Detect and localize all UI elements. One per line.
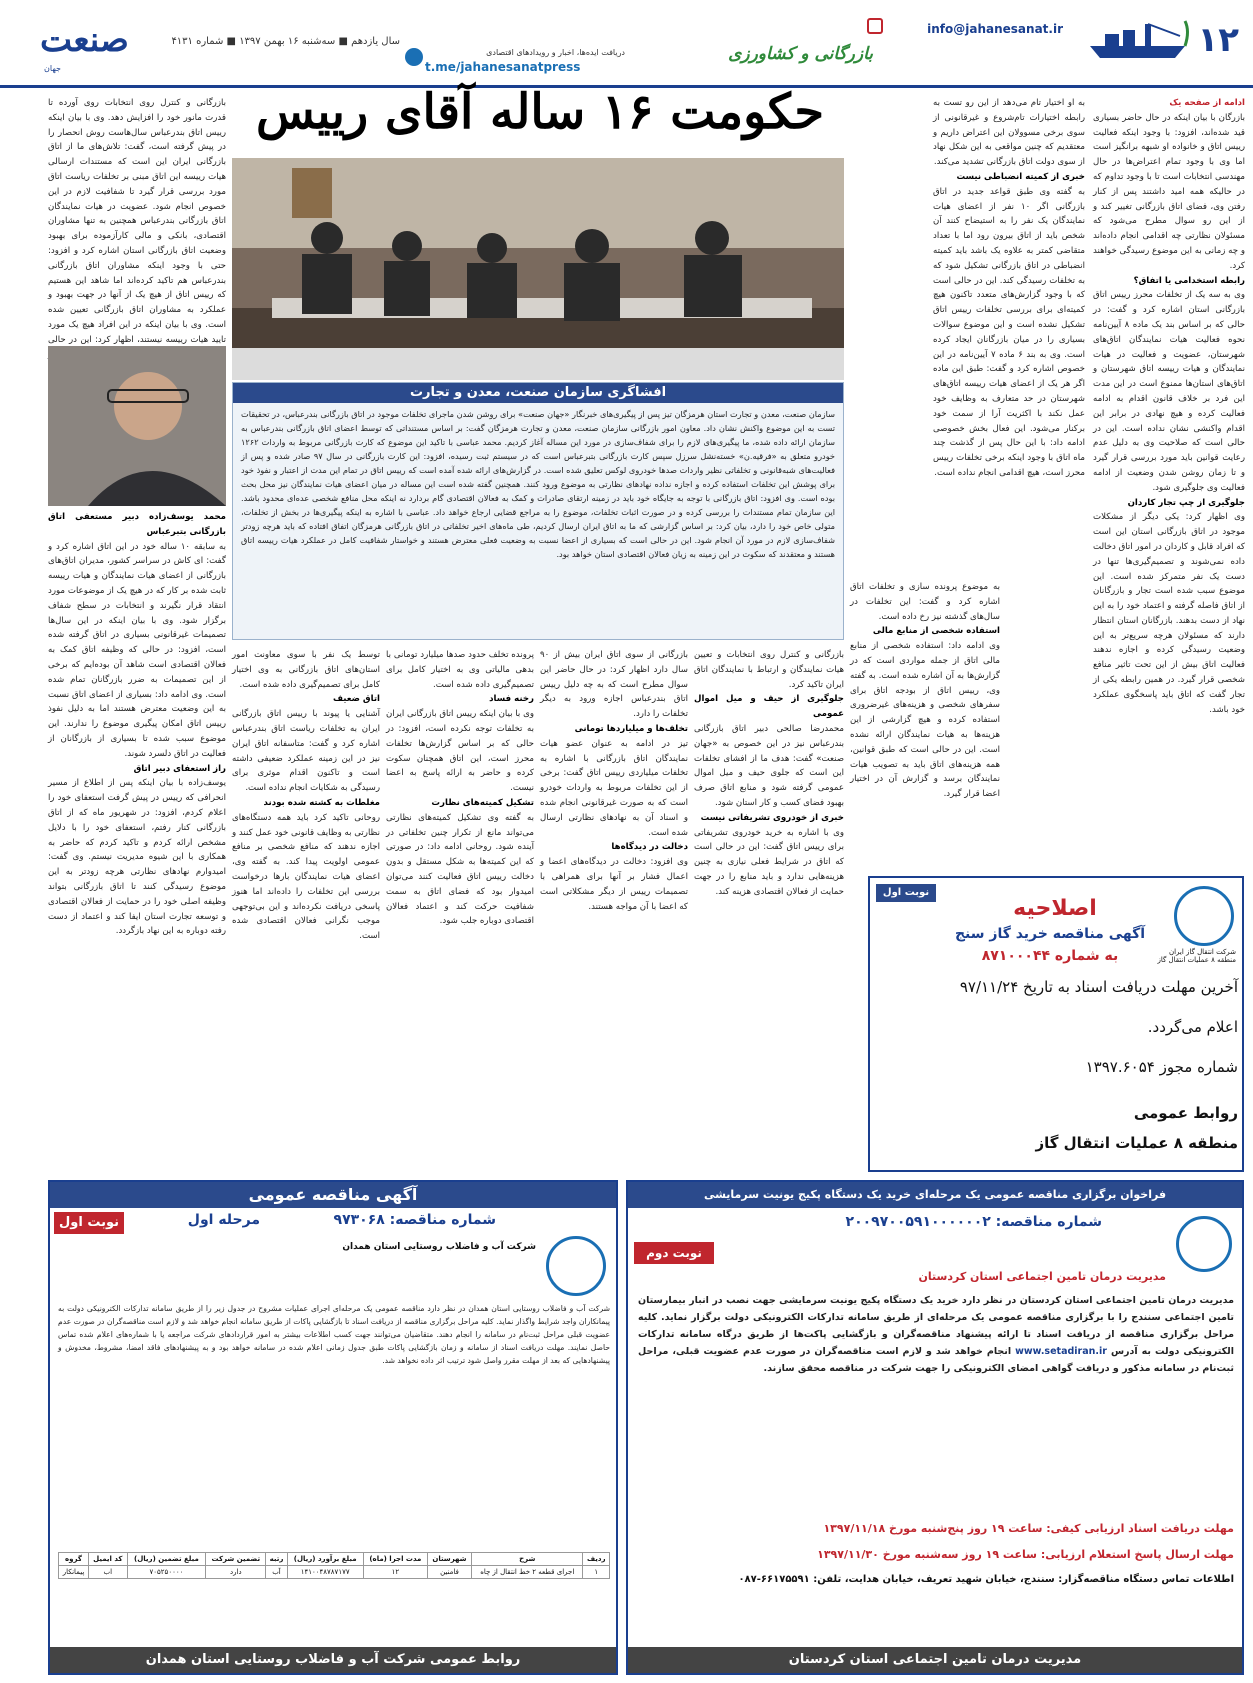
text-column-mid-5: به موضوع پرونده سازی و تخلفات اتاق اشاره کرد و گفت: این تخلفات در سال‌های گذشته نیز رخ داده است. استفاده شخصی از منابع مالی وی ادامه داد: استفاده شخصی از منابع مالی اتاق از جمله مواردی است که در گزارش‌ها به آن اشاره شده است. به گفته وی، رییس اتاق از بودجه اتاق برای سفرهای شخصی و هزینه‌های غیرضروری استفاده کرده و هیچ گزارشی از این هزینه‌ها به هیات نمایندگان ارائه نشده است. این در حالی است که طبق قوانین، همه هزینه‌های اتاق باید به تصویب هیات نمایندگان برسد و گزارش آن در اختیار اعضا قرار گیرد. bbox=[850, 582, 1000, 800]
gas-subtitle: آگهی مناقصه خرید گاز سنج bbox=[954, 926, 1146, 942]
newspaper-logo: صنعت bbox=[40, 20, 129, 60]
hamedan-body: شرکت آب و فاضلاب روستایی استان همدان در نظر دارد مناقصه عمومی یک مرحله‌ای اجرای عملیات مشروح در جدول زیر را از طریق سامانه تدارکات الکترونیکی دولت به پیمانکاران واجد شرایط واگذار نماید. کلیه مراحل برگزاری مناقصه از دریافت اسناد تا بازگشایی پاکات از طریق سامانه انجام خواهد شد و لازم است مناقصه‌گران در صورت عدم عضویت قبلی مراحل ثبت‌نام در سامانه را انجام دهند. متقاضیان می‌توانند جهت کسب اطلاعات بیشتر به امور قراردادهای شرکت مراجعه یا با شماره‌های اعلام شده تماس حاصل نمایند. مهلت دریافت اسناد از سامانه و زمان بازگشایی پاکات طبق جدول زمانی اعلام شده در سامانه خواهد بود و به پیشنهادهای فاقد امضا، مشروط، مخدوش و پیشنهادهایی که بعد از مهلت مقرر واصل شود ترتیب اثر داده نخواهد شد. bbox=[58, 1304, 610, 1365]
subhead-mafia: راز استعفای دبیر اتاق bbox=[133, 763, 226, 774]
kurdistan-line1: مهلت دریافت اسناد ارزیابی کیفی: ساعت ۱۹ روز پنج‌شنبه مورخ ۱۳۹۷/۱۱/۱۸ bbox=[823, 1522, 1234, 1535]
telegram-label: دریافت ایده‌ها، اخبار و رویدادهای اقتصادی bbox=[486, 48, 625, 57]
subhead-election: رابطه استخدامی یا اتفاق؟ bbox=[1133, 275, 1245, 286]
th-modat: مدت اجرا (ماه) bbox=[363, 1553, 427, 1566]
subhead-jalo: جلوگیری از چپ تجار کاردان bbox=[1127, 497, 1245, 508]
issue-info: سال یازدهم ■ سه‌شنبه ۱۶ بهمن ۱۳۹۷ ■ شماره ۴۱۳۱ bbox=[171, 36, 400, 47]
table-row bbox=[59, 1566, 610, 1579]
td-shahrestan: فامنین bbox=[427, 1566, 471, 1579]
mail-icon bbox=[867, 18, 883, 34]
gas-permit: شماره مجوز ۱۳۹۷.۶۰۵۴ bbox=[1085, 1058, 1238, 1076]
subhead-kamite: خبری از کمیته انضباطی نیست bbox=[956, 171, 1085, 182]
text-column-2: به او اختیار تام می‌دهد از این رو تست به رابطه اختیارات تام‌شروع و غیرقانونی از سوی برخی مسوولان این اعتراض داریم و معتقدیم که چنین مواقعی به این شکل نهاد از سوی دولت اتاق بازرگانی تشدید می‌کند. خبری از کمیته انضباطی نیست به گفته وی طبق قواعد جدید در اتاق بازرگانی اگر ۱۰ نفر از اعضای هیات نمایندگان یک نفر را به استیضاح کنند آن شخص باید از اتاق بیرون رود اما با تعداد متقاضی کمتر به علاوه یک باشد باید کمیته انضباطی در اتاق بازرگانی تشکیل شود که به تخلفات رسیدگی کند. این در حالی است که با وجود گزارش‌های متعدد تاکنون هیچ کمیته‌ای برای بررسی تخلفات رییس اتاق تشکیل نشده است و این موضوع سوالات بسیاری را در میان بازرگانان ایجاد کرده است. وی به بند ۶ ماده ۷ آیین‌نامه در این خصوص اشاره کرد و گفت: طبق این ماده اگر هر یک از اعضای هیات رییسه اتاق‌های شهرستان در حد متعارف به وظایف خود عمل نکند با اکثریت آرا از سمت خود برکنار می‌شود. این فعال بخش خصوصی ادامه داد: با این حال پس از گذشت چند ماه اتاق با وجود اینکه برخی تخلفات رییس محرز است، هیچ اقدامی انجام نداده است. bbox=[933, 98, 1085, 478]
td-group: پیمانکار bbox=[59, 1566, 89, 1579]
kurdistan-org: مدیریت درمان تامین اجتماعی استان کردستان bbox=[918, 1270, 1166, 1283]
gas-deadline: آخرین مهلت دریافت اسناد به تاریخ ۹۷/۱۱/۲۴ bbox=[959, 978, 1238, 996]
subhead-haif: جلوگیری از حیف و میل اموال عمومی bbox=[694, 694, 844, 720]
th-code: کد ایمیل bbox=[88, 1553, 127, 1566]
page-header bbox=[0, 0, 1253, 88]
td-radif: ۱ bbox=[583, 1566, 610, 1579]
th-mablagh-tazmin: مبلغ تضمین (ریال) bbox=[127, 1553, 206, 1566]
hamedan-number: شماره مناقصه: ۹۷۳۰۶۸ bbox=[333, 1212, 496, 1228]
expose-box-text: سازمان صنعت، معدن و تجارت استان هرمزگان تیز پس از پیگیری‌های خبرنگار «جهان صنعت» برای روشن شدن ماجرای تخلفات موجود در اتاق بازرگانی بندرعباس، در تحقیقات تست به این موضوع واکنش نشان داد. معاون امور بازرگانی سازمان صنعت، معدن و تجارت هرمزگان گفت: بر اساس مستنداتی که توسط اعضای اتاق بازرگانی بندرعباس به سازمان ارائه داده شده، ما پیگیری‌های لازم را برای شفاف‌سازی در مورد این مساله آغاز کردیم. محمد عباسی با تاکید این موضوع که کارت بازرگانی مربوط به واردات ۱۲۶۲ خودرو متعلق به «فرقیه.ن» خسته‌نشل سرزل سپس کارت بازرگانی بتبرعباس است که در سیستم ثبت رسیده، افزود: این کارت بازرگانی در سال ۹۷ صادر شده و پس از فعالیت‌های شبه‌قانونی و تخلفاتی نظیر واردات صدها خودروی لوکس تعلیق شده است. در گزارش‌های ارائه شده آمده است که رییس اتاق در تمام این مدت از اعتبار و نفوذ خود برای پوشش این تخلفات استفاده کرده و اجازه نداده نهادهای نظارتی به موضوع ورود کنند. همچنین گفته شده است این مساله در میان اعضای هیات نمایندگان نیز محل بحث بوده است. وی افزود: اتاق بازرگانی با توجه به جایگاه خود باید در زمینه ارتقای صادرات و کمک به فعالان اقتصادی گام بردارد نه اینکه محل منافع شخصی عده‌ای محدود باشد. این سازمان تمام مستندات را بررسی کرده و در صورت اثبات تخلفات، موضوع را به مراجع قضایی ارجاع خواهد داد. عباسی با اشاره به اینکه پیگیری‌ها در بخش از تخلفات، متولی خاص خود را دارد، بیان کرد: بر اساس گزارشی که ما به اتاق ایران ارسال کردیم، طی ماه‌های اخیر تخلفاتی در اتاق بازرگانی هرمزگان اتفاق افتاده که باید هرچه زودتر شفاف‌سازی لازم در مورد آن انجام شود. این در حالی است که بسیاری از اعضا نسبت به وضعیت فعلی معترض هستند و خواستار شفافیت کامل در عملکرد هیات رییسه اتاق هستند و معتقدند که سکوت در این زمینه به زیان فعالان اقتصادی استان خواهد بود. bbox=[241, 409, 835, 559]
hamedan-badge: نوبت اول bbox=[54, 1212, 124, 1234]
hamedan-table bbox=[58, 1552, 610, 1579]
gas-pr: روابط عمومی bbox=[1133, 1104, 1238, 1122]
logo-subtitle: جهان bbox=[44, 64, 61, 73]
ship-icon bbox=[1085, 16, 1195, 62]
gas-org: شرکت انتقال گاز ایران منطقه ۸ عملیات انتقال گاز bbox=[1157, 948, 1236, 964]
gas-announce: اعلام می‌گردد. bbox=[1147, 1018, 1238, 1036]
gas-tender-ad bbox=[868, 876, 1244, 1172]
hamedan-table-header bbox=[59, 1553, 610, 1566]
subhead-vaghf: استفاده شخصی از منابع مالی bbox=[872, 626, 1000, 637]
gas-title: اصلاحیه bbox=[1013, 896, 1097, 921]
meeting-photo bbox=[232, 158, 844, 380]
email-link[interactable]: info@jahanesanat.ir bbox=[927, 22, 1063, 36]
gas-badge: نوبت اول bbox=[876, 884, 936, 902]
article-headline: حکومت ۱۶ ساله آقای رییس bbox=[255, 84, 825, 140]
subhead-takhalof: تخلف‌ها و میلیاردها تومانی bbox=[574, 723, 688, 734]
hamedan-org: شرکت آب و فاضلاب روستایی استان همدان bbox=[342, 1242, 536, 1252]
text-column-1: ادامه از صفحه یک بازرگان با بیان اینکه در حال حاضر بسیاری قید شده‌اند، افزود: با وجود اینکه فعالیت رییس اتاق و خانواده او شبهه برانگیز است اما وی با وجود تمام اعتراض‌ها در حال مهندسی انتخابات است تا با وجود تداوم که در حالیکه همه امید داشتند پس از کنار رفتن وی، فضای اتاق بازرگانی تغییر کند و از این رو سوال مطرح می‌شود که مسئولان نظارتی چه اقدامی انجام داده‌اند و چه زمانی به این موضوع رسیدگی خواهند کرد. رابطه استخدامی یا اتفاق؟ وی به سه یک از تخلفات محرز رییس اتاق بازرگانی استان اشاره کرد و گفت: در حالی که بر اساس بند یک ماده ۸ آیین‌نامه نحوه فعالیت هیات نمایندگان اتاق‌های شهرستان، عضویت و فعالیت در هیات نمایندگان و هیات رییسه اتاق شهرستان و اتاق‌های استان‌ها ممنوع است در این مدت این فرد بر خلاف قانون اقدام به ادامه فعالیت کرده و هیچ نهادی در برابر این اقدام واکنشی نشان نداده است. این در حالی است که صلاحیت وی به دلیل عدم رعایت قوانین باید مورد بررسی قرار گیرد و تا زمان روشن شدن وضعیت از ادامه فعالیت وی جلوگیری شود. جلوگیری از چپ تجار کاردان وی اظهار کرد: یکی دیگر از مشکلات موجود در اتاق بازرگانی استان این است که افراد قابل و کاردان در امور اتاق دخالت داده نمی‌شوند و تصمیم‌گیری‌ها تنها در دست یک نفر متمرکز شده است. این موضوع سبب شده است تجار و بازرگانان از اتاق فاصله گرفته و اعتماد خود را به این نهاد از دست بدهند. بازرگانان استان انتظار دارند که مسئولان هرچه سریع‌تر به این وضعیت رسیدگی کرده و اجازه ندهند فعالیت اتاق بیش از این تحت تاثیر منافع شخصی قرار گیرد. در همین رابطه یکی از تجار گفت که اتاق باید پاسخگوی عملکرد خود باشد. bbox=[1093, 98, 1245, 715]
social-security-logo-icon bbox=[1176, 1216, 1232, 1272]
text-column-mid-4: بازرگانی و کنترل روی انتخابات و تعیین هیات نمایندگان و ارتباط با نمایندگان اتاق ایران تاکید کرد. جلوگیری از حیف و میل اموال عمومی محمدرضا صالحی دبیر اتاق بازرگانی بندرعباس نیز در این خصوص به «جهان صنعت» گفت: هدف ما از افشای تخلفات این است که جلوی حیف و میل اموال عمومی گرفته شود و منابع اتاق صرف بهبود فضای کسب و کار استان شود. خبری از خودروی تشریفاتی نیست وی با اشاره به خرید خودروی تشریفاتی برای رییس اتاق گفت: این در حالی است که اتاق در شرایط فعلی نیازی به چنین هزینه‌هایی ندارد و باید منابع را در جهت حمایت از فعالان اقتصادی هزینه کند. bbox=[694, 650, 844, 897]
gas-region: منطقه ۸ عملیات انتقال گاز bbox=[1035, 1134, 1238, 1152]
td-modat: ۱۲ bbox=[363, 1566, 427, 1579]
th-rotbe: رتبه bbox=[266, 1553, 287, 1566]
expose-box-title: افشاگری سازمان صنعت، معدن و تجارت bbox=[233, 383, 843, 403]
kurdistan-line2: مهلت ارسال پاسخ استعلام ارزیابی: ساعت ۱۹ روز سه‌شنبه مورخ ۱۳۹۷/۱۱/۳۰ bbox=[817, 1548, 1234, 1561]
section-title: بازرگانی و کشاورزی bbox=[728, 44, 873, 64]
hamedan-title: آگهی مناقصه عمومی bbox=[50, 1182, 616, 1208]
kurdistan-title: فراخوان برگزاری مناقصه عمومی یک مرحله‌ای خرید یک دستگاه پکیج یونیت سرمایشی bbox=[628, 1182, 1242, 1208]
th-group: گروه bbox=[59, 1553, 89, 1566]
kurdistan-body: مدیریت درمان تامین اجتماعی استان کردستان در نظر دارد خرید یک دستگاه پکیج یونیت سرمایشی جهت نصب در انبار بیمارستان تامین اجتماعی سنندج را با برگزاری مناقصه عمومی یک مرحله‌ای از طریق سامانه تدارکات الکترونیکی دولت برگزار نماید. کلیه مراحل برگزاری مناقصه از دریافت اسناد تا ارائه پیشنهاد مناقصه‌گران و بازگشایی پاکت‌ها از طریق درگاه سامانه تدارکات الکترونیکی دولت به آدرس www.setadiran.ir انجام خواهد شد و لازم است مناقصه‌گران در صورت عدم عضویت قبلی، مراحل ثبت‌نام در سامانه مذکور و دریافت گواهی امضای الکترونیکی را جهت شرکت در مناقصه محقق سازند. bbox=[638, 1295, 1234, 1374]
th-mablagh: مبلغ برآورد (ریال) bbox=[287, 1553, 363, 1566]
kurdistan-tender-ad bbox=[626, 1180, 1244, 1675]
subhead-zaf: اتاق ضعیف bbox=[333, 694, 380, 705]
text-column-mid-1: توسط یک نفر با سوی معاونت امور استان‌های اتاق بازرگانی به وی اختیار کامل برای تصمیم‌گیری داده شده است. اتاق ضعیف آشنایی یا پیوند با رییس اتاق بازرگانی ایران به تخلفات ریاست اتاق بندرعباس اشاره کرد و گفت: متاسفانه اتاق ایران نیز در این زمینه عملکرد ضعیفی داشته است و تاکنون اقدام موثری برای رسیدگی به شکایات انجام نداده است. مغلطات به کشته شده بودند روحانی تاکید کرد باید همه دستگاه‌های نظارتی به وظایف قانونی خود عمل کنند و اجازه ندهند که منافع شخصی بر منافع عمومی اولویت پیدا کند. به گفته وی، اعضای هیات نمایندگان بارها درخواست بررسی این تخلفات را داده‌اند اما هنوز پاسخی دریافت نکرده‌اند و این بی‌توجهی موجب نگرانی فعالان اقتصادی شده است. bbox=[231, 650, 380, 942]
text-column-mid-3: بازرگانی از سوی اتاق ایران بیش از ۹۰ سال دارد اظهار کرد: در حال حاضر این سوال مطرح است که به چه دلیل رییس اتاق بندرعباس اجازه ورود به دیگر تخلفات را دارد. تخلف‌ها و میلیاردها تومانی تیز در ادامه به عنوان عضو هیات نمایندگان اتاق بازرگانی با اشاره به تخلفات میلیاردی رییس اتاق گفت: برخی از این تخلفات مربوط به واردات خودرو است که به صورت غیرقانونی انجام شده و اسناد آن به نهادهای نظارتی ارسال شده است. دخالت در دیدگاه‌ها وی افزود: دخالت در دیدگاه‌های اعضا و اعمال فشار بر آنها برای همراهی با تصمیمات رییس از دیگر مشکلاتی است که اعضا با آن مواجه هستند. bbox=[540, 650, 688, 912]
hamedan-tender-ad bbox=[48, 1180, 618, 1675]
kurdistan-website[interactable]: www.setadiran.ir bbox=[1015, 1346, 1107, 1357]
water-company-logo-icon bbox=[546, 1236, 606, 1296]
kurdistan-line3: اطلاعات تماس دستگاه مناقصه‌گزار: سنندج، خیابان شهید تعریف، خیابان هدایت، تلفن: ۶۶۱۷۵۵۹۱-۰۸۷ bbox=[738, 1574, 1234, 1585]
td-mablagh-tazmin: ۷۰۵۲۵۰۰۰۰ bbox=[127, 1566, 206, 1579]
text-column-left-lower: محمد یوسف‌زاده دبیر مستعفی اتاق بازرگانی بتبرعباس به سابقه ۱۰ ساله خود در این اتاق اشاره کرد و گفت: ای کاش در سراسر کشور، مدیران اتاق‌های بازرگانی از اعضای هیات نمایندگان و هیات رییسه ثابت شده بر کار که در هیچ یک از موضوعات مورد انتقاد قرار نگیرند و انتخابات در سطح شفاف برگزار شود. وی با بیان اینکه در این سال‌ها تصمیمات غیرقانونی بسیاری در اتاق گرفته شده است، افزود: در حالی که وظیفه اتاق کمک به فعالان اقتصادی است شاهد آن بوده‌ایم که برخی از این تصمیمات به ضرر بازرگانان تمام شده است. وی ادامه داد: بسیاری از اعضای اتاق نسبت به این وضعیت معترض هستند اما به دلیل نفوذ رییس اتاق امکان پیگیری موضوع را ندارند. این موضوع سبب شده تا بسیاری از بازرگانان از فعالیت در اتاق دلسرد شوند. راز استعفای دبیر اتاق یوسف‌زاده با بیان اینکه پس از اطلاع از مسیر انحرافی که رییس در پیش گرفت استعفای خود را اعلام کردم، افزود: در شهریور ماه که از اتاق بازرگانی کنار رفتم، استعفای خود را با دلایل مشخص ارائه کردم و تاکید کردم که حاضر به همکاری با این شیوه مدیریت نیستم. وی گفت: امیدوارم نهادهای نظارتی هرچه زودتر به این موضوع رسیدگی کنند تا اتاق بازرگانی بتواند وظیفه اصلی خود را در حمایت از فعالان اقتصادی و توسعه تجارت استان ایفا کند و اعتماد از دست رفته دوباره به این نهاد بازگردد. bbox=[48, 512, 226, 937]
hamedan-footer: روابط عمومی شرکت آب و فاضلاب روستایی استان همدان bbox=[50, 1647, 616, 1673]
td-mablagh: ۱۴۱۰۰۴۸۷۸۷۱۷۷ bbox=[287, 1566, 363, 1579]
kurdistan-badge: نوبت دوم bbox=[634, 1242, 714, 1264]
kurdistan-number: شماره مناقصه: ۲۰۰۹۷۰۰۵۹۱۰۰۰۰۰۰۲ bbox=[845, 1214, 1102, 1230]
subhead-tashkil: تشکیل کمیته‌های نظارت bbox=[431, 797, 534, 808]
gas-company-logo-icon bbox=[1174, 886, 1234, 946]
th-shahrestan: شهرستان bbox=[427, 1553, 471, 1566]
gas-number: به شماره ۸۷۱۰۰۰۴۴ bbox=[981, 948, 1119, 964]
subhead-nekhbe: مغلطات به کشته شده بودند bbox=[263, 797, 380, 808]
text-column-left-upper: بازرگانی و کنترل روی انتخابات روی آورده تا قدرت مانور خود را افزایش دهد. وی با بیان اینکه رییس اتاق بندرعباس سال‌هاست روش انحصار را در پیش گرفته است، گفت: تلاش‌های ما از اتاق بازرگانی ایران این است که مستندات ارسالی هیات رییسه این اتاق مبنی بر تخلفات ریاست اتاق مورد بررسی قرار گیرد تا شفافیت لازم در این خصوص انجام شود. عضویت در هیات نمایندگان اتاق بازرگانی بندرعباس همچنین به تنها مشاوران اقتصادی، بانکی و مالی کارآزموده برای بهبود وضعیت اتاق بازرگانی استان اشاره کرد و افزود: حتی با وجود اینکه مشاوران اتاق بازرگانی بندرعباس هم تاکید کرده‌اند اما شاهد این هستیم که رییس اتاق از هیچ یک از آنها در جهت بهبود و عملکرد به مشاوران اتاق بازرگانی تعیین شده است. وی با بیان اینکه در این افراد هیچ یک مورد تایید هیات رییسه نیستند، اظهار کرد: این در حالی bbox=[48, 96, 226, 341]
continue-label: ادامه از صفحه یک bbox=[1169, 98, 1245, 108]
th-radif: ردیف bbox=[583, 1553, 610, 1566]
subhead-nafy: دخالت در دیدگاه‌ها bbox=[611, 842, 688, 853]
page-number: ۱۲ bbox=[1197, 20, 1239, 60]
portrait-caption: محمد یوسف‌زاده دبیر مستعفی اتاق بازرگانی بتبرعباس bbox=[48, 512, 226, 537]
subhead-khodro: خبری از خودروی تشریفاتی نیست bbox=[700, 812, 844, 823]
hamedan-stage: مرحله اول bbox=[187, 1212, 260, 1228]
text-column-mid-2: پرونده تخلف حدود صدها میلیارد تومانی با بدهی مالیاتی وی به اختیار کامل برای تصمیم‌گیری داده شده است. رخنه فساد وی با بیان اینکه رییس اتاق بازرگانی ایران به تخلفات توجه نکرده است، افزود: در حالی که بر اساس گزارش‌ها تخلفات محرز است، این اتاق همچنان سکوت کرده و حاضر به ارائه پاسخ به اعضا نیست. تشکیل کمیته‌های نظارت به گفته وی تشکیل کمیته‌های نظارتی می‌تواند مانع از تکرار چنین تخلفاتی در آینده شود. روحانی ادامه داد: در صورتی که این کمیته‌ها به شکل مستقل و بدون دخالت رییس اتاق فعالیت کنند می‌توان امیدوار بود که فضای اتاق به سمت شفافیت حرکت کند و اعتماد فعالان اقتصادی دوباره جلب شود. bbox=[386, 650, 534, 927]
td-code: اب bbox=[88, 1566, 127, 1579]
th-tazmin: تضمین شرکت bbox=[206, 1553, 266, 1566]
telegram-icon bbox=[405, 48, 423, 66]
th-sharh: شرح bbox=[472, 1553, 583, 1566]
subhead-rekhne: رخنه فساد bbox=[489, 694, 534, 705]
td-sharh: اجرای قطعه ۲ خط انتقال از چاه bbox=[472, 1566, 583, 1579]
kurdistan-footer: مدیریت درمان تامین اجتماعی استان کردستان bbox=[628, 1647, 1242, 1673]
telegram-link[interactable]: t.me/jahanesanatpress bbox=[425, 60, 581, 74]
portrait-photo bbox=[48, 346, 226, 506]
td-rotbe: آب bbox=[266, 1566, 287, 1579]
td-tazmin: دارد bbox=[206, 1566, 266, 1579]
expose-box bbox=[232, 382, 844, 640]
